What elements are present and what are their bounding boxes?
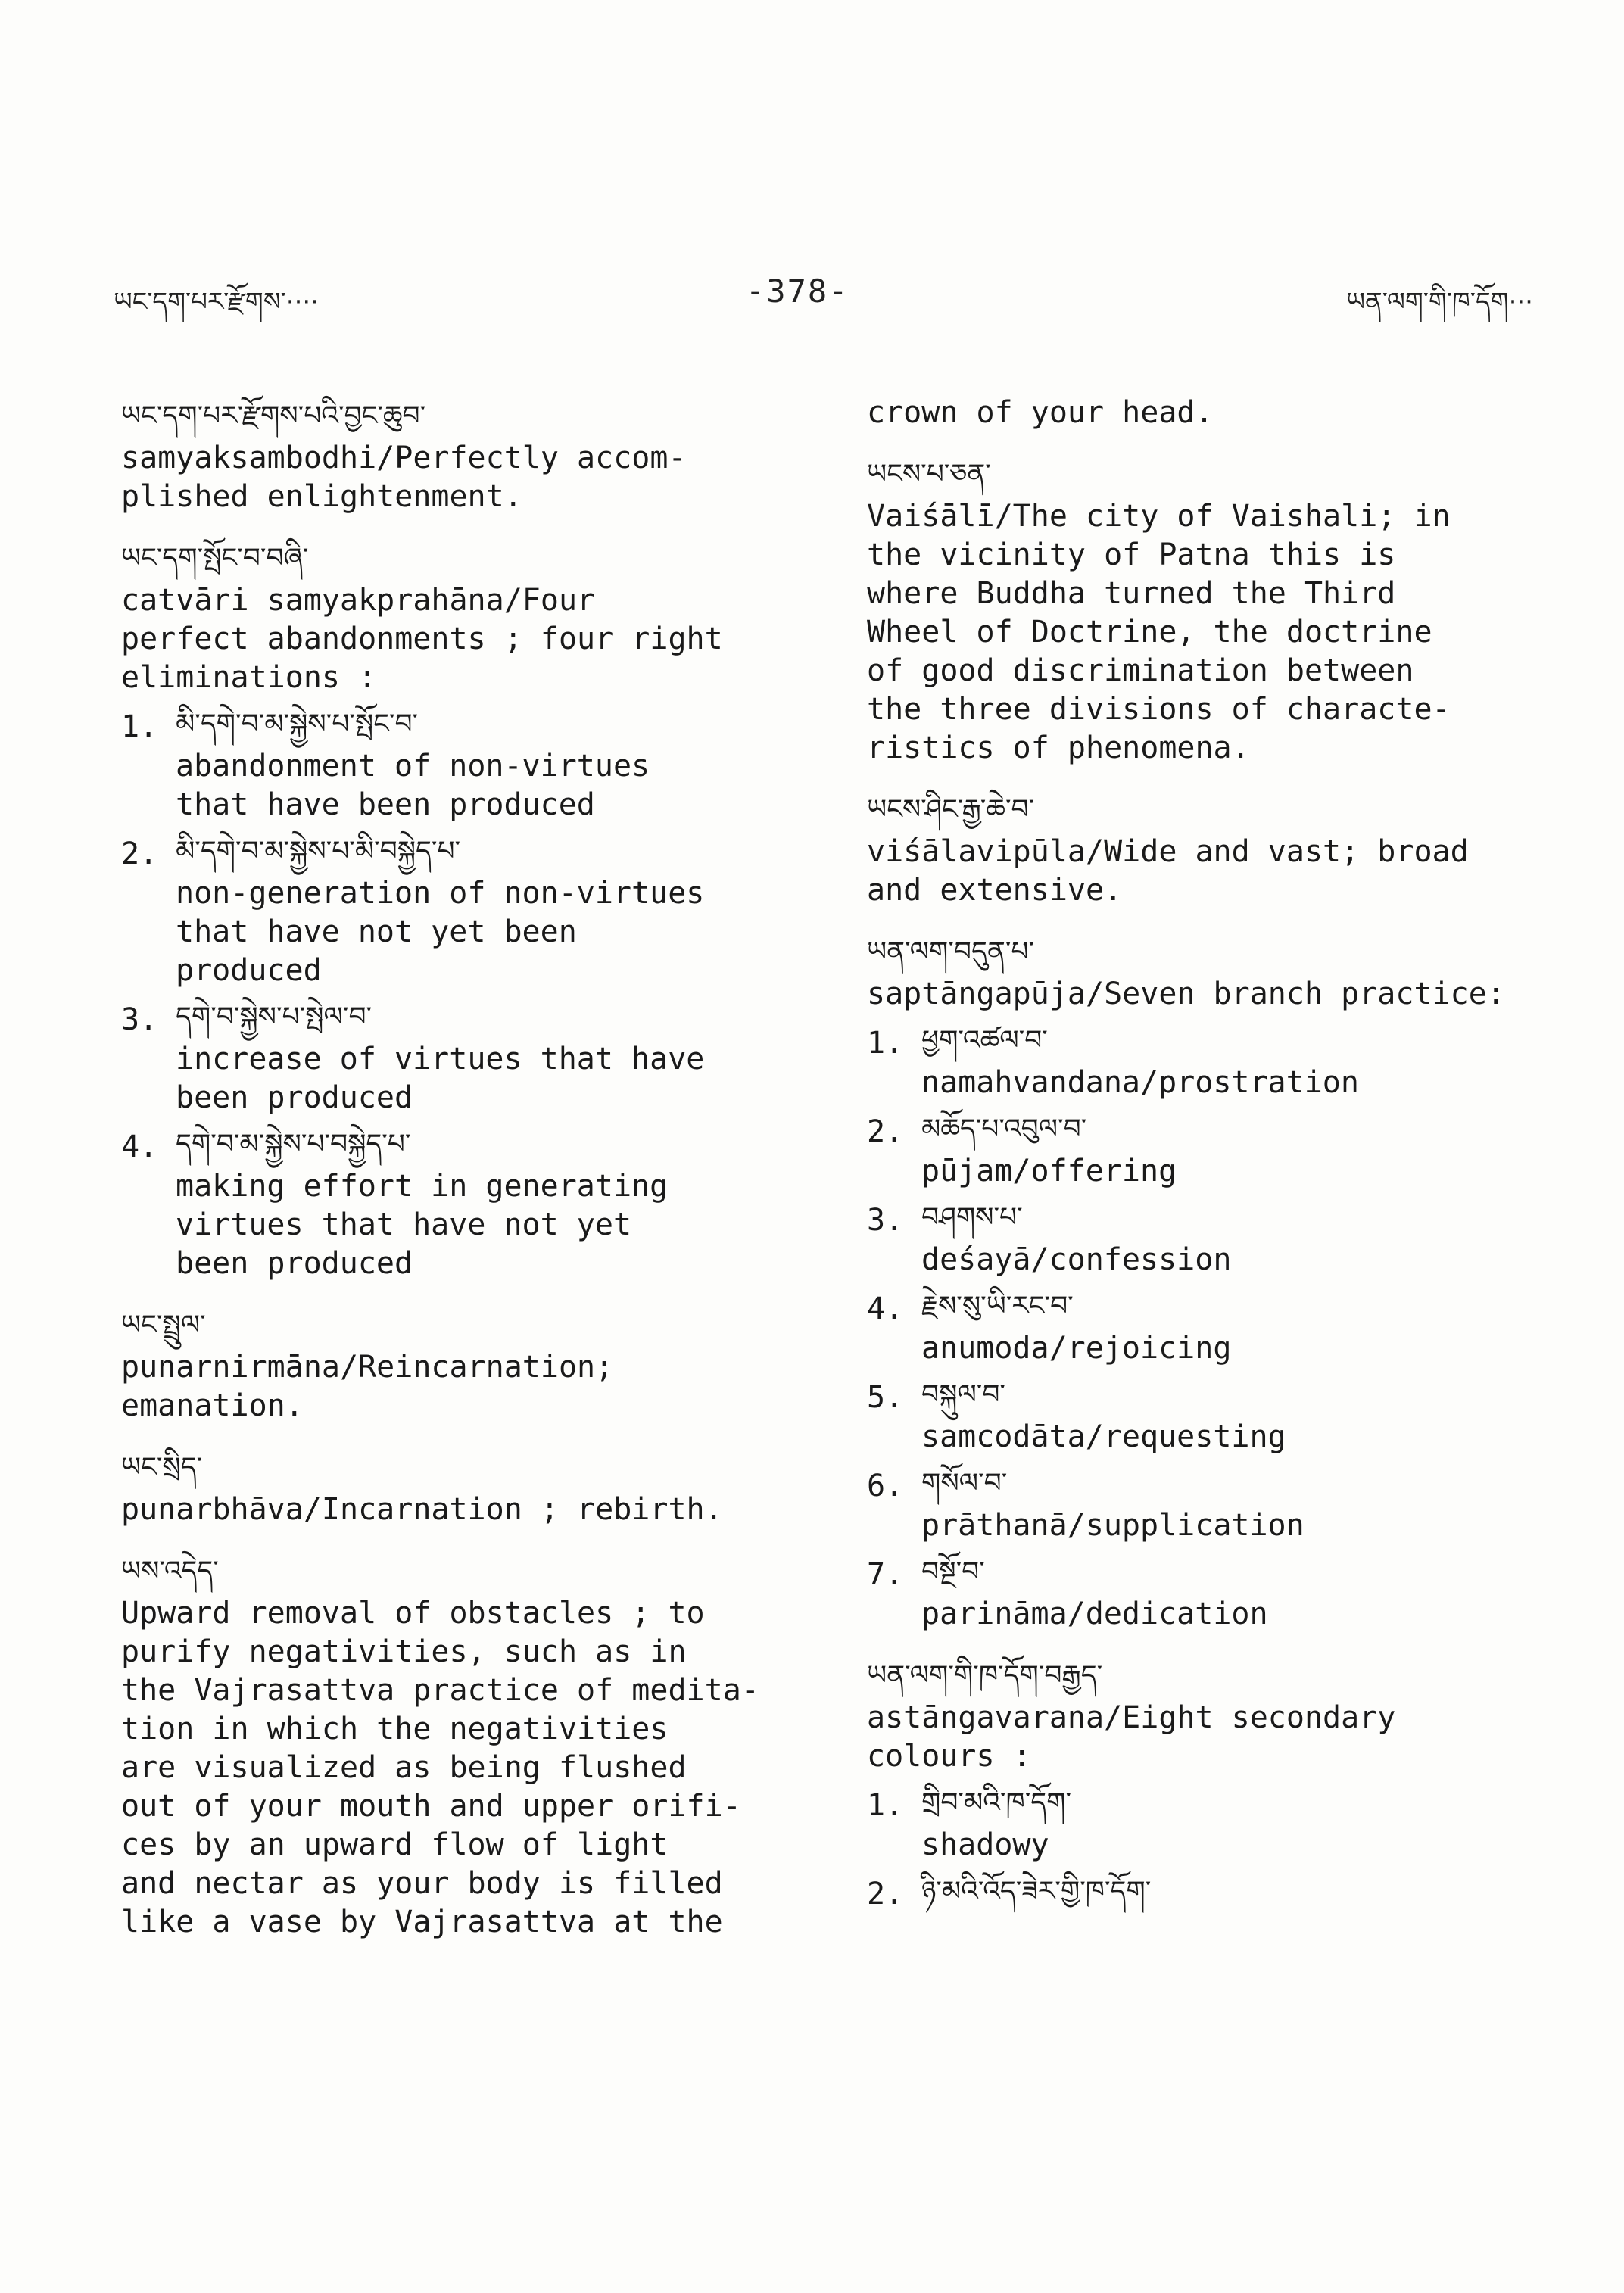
- item-text: samcodāta/requesting: [921, 1419, 1286, 1454]
- list-item: [121, 995, 803, 1117]
- entry-definition: viśālavipūla/Wide and vast; broad and extensive.: [867, 834, 1469, 908]
- list-item: [121, 829, 803, 990]
- item-number: 6.: [867, 1469, 904, 1503]
- entry-definition: punarbhāva/Incarnation ; rebirth.: [121, 1492, 723, 1527]
- entry-headword-tibetan: ཡངས་ཤིང་རྒྱ་ཆེ་བ་: [867, 794, 1035, 825]
- item-tibetan: ཉི་མའི་འོད་ཟེར་གྱི་ཁ་དོག་: [921, 1876, 1152, 1907]
- entry-definition: punarnirmāna/Reincarnation; emanation.: [121, 1350, 614, 1423]
- entry-definition: saptāngapūja/Seven branch practice:: [867, 977, 1505, 1011]
- item-tibetan: བསྐུལ་བ་: [921, 1379, 1005, 1410]
- entry-headword-tibetan: ཡང་དག་པར་རྫོགས་པའི་བྱང་ཆུབ་: [121, 400, 426, 431]
- item-tibetan: བསྔོ་བ་: [921, 1556, 985, 1587]
- continuation-text: [867, 394, 1563, 432]
- list-item: [867, 1372, 1563, 1456]
- running-head-left: ཡང་དག་པར་རྫོགས་····: [114, 287, 320, 317]
- item-number: 3.: [867, 1203, 904, 1238]
- entry: [867, 1653, 1563, 1914]
- item-number: 1.: [867, 1026, 904, 1061]
- item-text: anumoda/rejoicing: [921, 1331, 1232, 1366]
- list-item: [867, 1018, 1563, 1102]
- item-text: non-generation of non-virtues that have not yet been produced: [176, 876, 705, 988]
- entry-headword-tibetan: ཡང་སྤྲུལ་: [121, 1310, 206, 1341]
- list-item: [867, 1781, 1563, 1865]
- item-number: 5.: [867, 1380, 904, 1415]
- entry-definition: samyaksambodhi/Perfectly accom- plished enlightenment.: [121, 441, 687, 514]
- right-column: [867, 394, 1563, 1934]
- item-number: 2.: [121, 837, 158, 871]
- item-number: 2.: [867, 1114, 904, 1149]
- item-text: parināma/dedication: [921, 1597, 1268, 1631]
- entry-headword-tibetan: ཡང་སྲིད་: [121, 1452, 203, 1483]
- entry-definition: Vaiśālī/The city of Vaishali; in the vicinity of Patna this is where Buddha turned the Third Wheel of Doctrine, the doctrine of good discrimination between the three divisions of characte- ristics of phenomena.: [867, 499, 1451, 765]
- item-tibetan: གསོལ་བ་: [921, 1468, 1008, 1499]
- item-text: deśayā/confession: [921, 1242, 1232, 1277]
- item-tibetan: བཤགས་པ་: [921, 1202, 1023, 1233]
- page-number: -378-: [746, 273, 849, 310]
- entry-headword-tibetan: ཡན་ལག་གི་ཁ་དོག་བརྒྱད་: [867, 1660, 1103, 1691]
- entry: [867, 787, 1563, 910]
- entry-headword-tibetan: ཡས་འདེད་: [121, 1556, 219, 1587]
- list-item: [867, 1550, 1563, 1634]
- item-tibetan: ཕྱག་འཚལ་བ་: [921, 1025, 1048, 1056]
- item-tibetan: མི་དགེ་བ་མ་སྐྱེས་པ་སྤོང་བ་: [176, 709, 419, 740]
- entry: [121, 394, 803, 516]
- item-text: increase of virtues that have been produced: [176, 1042, 705, 1115]
- entry-headword-tibetan: ཡན་ལག་བདུན་པ་: [867, 936, 1035, 967]
- item-text: prāthanā/supplication: [921, 1508, 1304, 1543]
- item-tibetan: གྲིབ་མའི་ཁ་དོག་: [921, 1787, 1072, 1818]
- item-text: making effort in generating virtues that have not yet been produced: [176, 1169, 669, 1281]
- entry: [867, 452, 1563, 768]
- left-column: [121, 394, 803, 1961]
- list-item: [121, 702, 803, 824]
- entry: [121, 1445, 803, 1529]
- list-item: [121, 1122, 803, 1283]
- list-item: [867, 1195, 1563, 1279]
- item-number: 2.: [867, 1877, 904, 1911]
- entry-definition-continued: crown of your head.: [867, 395, 1214, 430]
- entry: [121, 1303, 803, 1425]
- item-tibetan: མཆོད་པ་འབུལ་བ་: [921, 1114, 1087, 1145]
- item-number: 4.: [867, 1291, 904, 1326]
- list-item: [867, 1284, 1563, 1368]
- list-item: [867, 1869, 1563, 1914]
- entry: [121, 536, 803, 1283]
- entry: [867, 930, 1563, 1634]
- item-text: shadowy: [921, 1827, 1049, 1862]
- item-number: 7.: [867, 1557, 904, 1592]
- item-number: 4.: [121, 1129, 158, 1164]
- item-text: pūjam/offering: [921, 1154, 1177, 1189]
- entry-definition: catvāri samyakprahāna/Four perfect abandonments ; four right eliminations :: [121, 583, 723, 695]
- entry-headword-tibetan: ཡངས་པ་ཅན་: [867, 459, 991, 490]
- item-text: abandonment of non-virtues that have been produced: [176, 749, 650, 822]
- running-head-right: ཡན་ལག་གི་ཁ་དོག···: [1346, 287, 1533, 317]
- entry-definition: Upward removal of obstacles ; to purify negativities, such as in the Vajrasattva practice of meditа- tion in which the negativities are visualized as being flushed out of your mouth and upper orifi- ces by an upward flow of light and nectar as your body is filled like a vase by Vajrasattva at the: [121, 1596, 759, 1939]
- list-item: [867, 1461, 1563, 1545]
- entry-headword-tibetan: ཡང་དག་སྤོང་བ་བཞི་: [121, 543, 309, 574]
- entry-definition: astāngavarana/Eight secondary colours :: [867, 1700, 1396, 1774]
- item-tibetan: མི་དགེ་བ་མ་སྐྱེས་པ་མི་བསྐྱེད་པ་: [176, 836, 461, 867]
- item-number: 1.: [867, 1788, 904, 1823]
- item-tibetan: རྗེས་སུ་ཡི་རང་བ་: [921, 1291, 1074, 1322]
- item-number: 3.: [121, 1002, 158, 1037]
- item-number: 1.: [121, 709, 158, 744]
- item-tibetan: དགེ་བ་སྐྱེས་པ་སྤེལ་བ་: [176, 1002, 372, 1033]
- item-text: namahvandana/prostration: [921, 1065, 1359, 1100]
- list-item: [867, 1107, 1563, 1191]
- entry: [121, 1549, 803, 1942]
- item-tibetan: དགེ་བ་མ་སྐྱེས་པ་བསྐྱེད་པ་: [176, 1129, 411, 1160]
